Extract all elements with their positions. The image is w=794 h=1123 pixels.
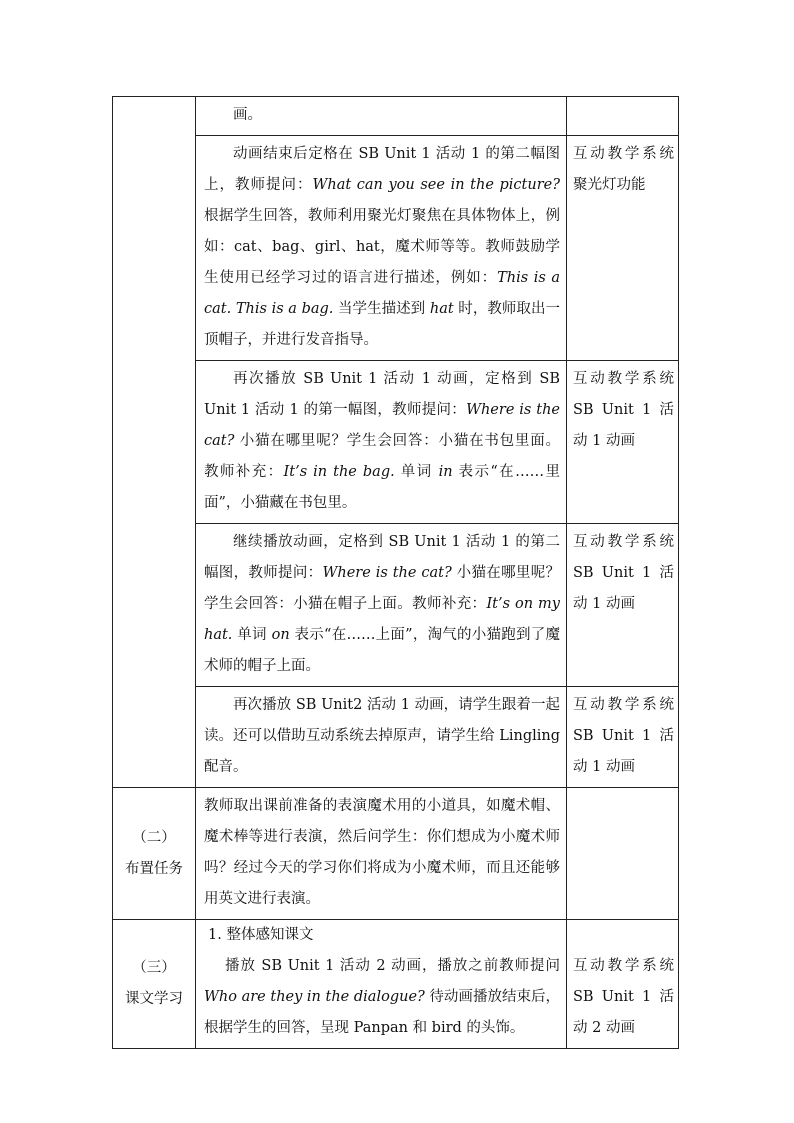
table-row bbox=[113, 361, 679, 524]
text-run: 单词 bbox=[394, 464, 439, 480]
text-run: 继续播放动画，定格到 SB Unit 1 活动 1 的第二幅图，教师提问： bbox=[204, 534, 560, 581]
resource-cell bbox=[567, 97, 679, 136]
resource-cell bbox=[567, 136, 679, 361]
row-text: 画。 bbox=[233, 107, 262, 123]
row-text bbox=[196, 524, 566, 686]
text-run: 播放 SB Unit 1 活动 2 动画，播放之前教师提问 bbox=[225, 958, 560, 974]
english-example: It’s in the bag. bbox=[283, 464, 395, 480]
text-run: 表示“在……里面”，小猫藏在书包里。 bbox=[204, 464, 560, 511]
resource-cell bbox=[567, 524, 679, 687]
resource-cell bbox=[567, 788, 679, 920]
content-cell bbox=[196, 788, 567, 920]
table-row bbox=[113, 788, 679, 920]
text-run: 表示“在……上面”，淘气的小猫跑到了魔术师的帽子上面。 bbox=[204, 627, 561, 674]
row-text: 再次播放 SB Unit2 活动 1 动画，请学生跟着一起读。还可以借助互动系统去掉原声，请学生给 Lingling 配音。 bbox=[204, 697, 575, 775]
section-title: 布置任务 bbox=[125, 860, 183, 877]
text-run: 再次播放 SB Unit 1 活动 1 动画，定格到 SB Unit 1 活动 1 的第一幅图，教师提问： bbox=[204, 371, 560, 418]
text-run: 小猫在哪里呢？学生会回答：小猫在书包里面。 教师补充： bbox=[204, 433, 560, 480]
table-row bbox=[113, 97, 679, 136]
resource-text bbox=[567, 97, 678, 104]
content-cell bbox=[196, 920, 567, 1049]
resource-cell bbox=[567, 920, 679, 1049]
text-run: 根据学生回答，教师利用聚光灯聚焦在具体物体上，例如：cat、bag、girl、hat，魔术师等等。教师鼓励学生使用已经学习过的语言进行描述，例如： bbox=[204, 208, 560, 286]
resource-text: 互动教学系统聚光灯功能 bbox=[573, 146, 674, 193]
english-word: in bbox=[438, 464, 453, 480]
text-run: 当学生描述到 bbox=[333, 301, 430, 317]
row-text bbox=[196, 136, 566, 360]
english-question: Where is the cat? bbox=[322, 565, 452, 581]
row-text bbox=[196, 920, 566, 1048]
english-question: What can you see in the picture? bbox=[312, 177, 560, 193]
section-title: 课文学习 bbox=[125, 991, 183, 1007]
section-cell-assign-task bbox=[113, 788, 196, 920]
english-word: on bbox=[271, 627, 290, 643]
resource-cell bbox=[567, 687, 679, 788]
table-row bbox=[113, 524, 679, 687]
table-row bbox=[113, 136, 679, 361]
text-run: 动画结束后定格在 SB Unit 1 活动 1 的第二幅图上，教师提问： bbox=[204, 146, 560, 193]
content-cell bbox=[196, 524, 567, 687]
english-example: It’s on my hat. bbox=[204, 596, 560, 643]
english-question: Where is the cat? bbox=[204, 402, 560, 449]
resource-text: 互动教学系统 SB Unit 1 活动 1 动画 bbox=[573, 371, 674, 449]
row-text: 教师取出课前准备的表演魔术用的小道具，如魔术帽、魔术棒等进行表演，然后问学生：你们想成为小魔术师吗？经过今天的学习你们将成为小魔术师，而且还能够用英文进行表演。 bbox=[204, 798, 560, 907]
section-cell-empty bbox=[113, 97, 196, 788]
section-number: （二） bbox=[132, 829, 176, 846]
english-question: Who are they in the dialogue? bbox=[204, 989, 425, 1005]
row-text bbox=[196, 361, 566, 523]
text-run: 小猫在哪里呢？学生会回答：小猫在帽子上面。教师补充： bbox=[204, 565, 561, 612]
content-cell bbox=[196, 136, 567, 361]
lesson-plan-table bbox=[112, 96, 679, 1049]
content-cell bbox=[196, 687, 575, 788]
resource-cell bbox=[567, 361, 679, 524]
resource-text: 互动教学系统 SB Unit 1 活动 2 动画 bbox=[573, 958, 674, 1036]
text-run: 时，教师取出一顶帽子，并进行发音指导。 bbox=[204, 301, 560, 348]
step-text bbox=[204, 951, 560, 1044]
content-cell bbox=[196, 361, 567, 524]
step-heading: 1. 整体感知课文 bbox=[208, 927, 314, 943]
text-run: 待动画播放结束后，根据学生的回答，呈现 Panpan 和 bird 的头饰。 bbox=[204, 989, 560, 1036]
resource-text bbox=[567, 788, 678, 795]
resource-text: 互动教学系统 SB Unit 1 活动 1 动画 bbox=[573, 697, 674, 775]
resource-text: 互动教学系统 SB Unit 1 活动 1 动画 bbox=[573, 534, 674, 612]
english-word: hat bbox=[429, 301, 454, 317]
content-cell bbox=[196, 97, 567, 136]
section-cell-text-study bbox=[113, 920, 196, 1049]
english-example: This is a cat. This is a bag. bbox=[204, 270, 561, 317]
text-run: 单词 bbox=[232, 627, 272, 643]
table-row bbox=[113, 920, 679, 1049]
table-row bbox=[113, 687, 679, 788]
section-number: （三） bbox=[132, 960, 176, 976]
